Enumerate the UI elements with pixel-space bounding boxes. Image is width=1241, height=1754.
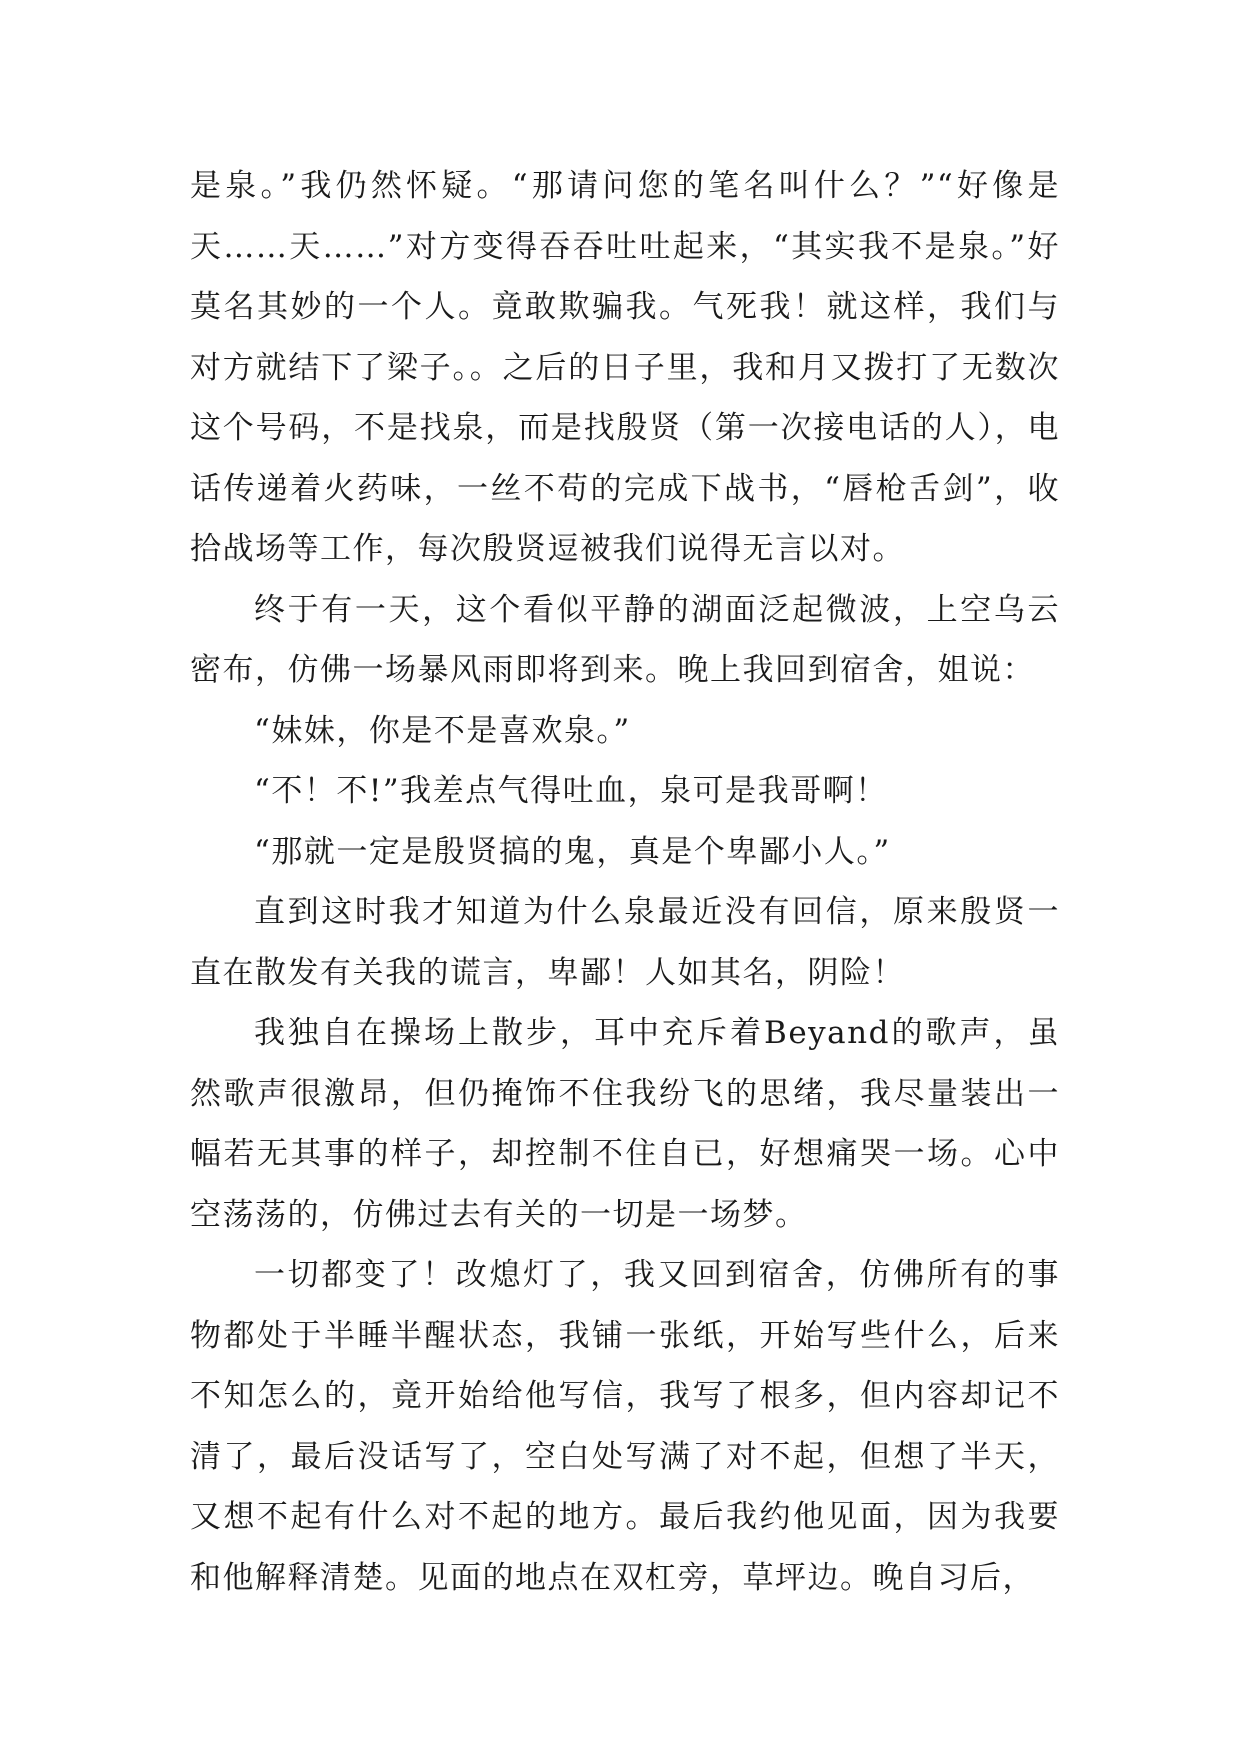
paragraph: 我独自在操场上散步，耳中充斥着Beyand的歌声，虽然歌声很激昂，但仍掩饰不住我纷飞的思绪，我尽量装出一幅若无其事的样子，却控制不住自已，好想痛哭一场。心中空荡荡的，仿佛过去有关的一切是一场梦。 <box>190 1015 1060 1233</box>
paragraph: “不！不!”我差点气得吐血，泉可是我哥啊！ <box>254 773 888 809</box>
body-text <box>190 156 1060 1608</box>
paragraph: 直到这时我才知道为什么泉最近没有回信，原来殷贤一直在散发有关我的谎言，卑鄙！人如其名，阴险！ <box>190 894 1060 991</box>
paragraph: “妹妹，你是不是喜欢泉。” <box>254 712 631 749</box>
paragraph: 是泉。”我仍然怀疑。“那请问您的笔名叫什么？”“好像是天……天……”对方变得吞吞吐吐起来，“其实我不是泉。”好莫名其妙的一个人。竟敢欺骗我。气死我！就这样，我们与对方就结下了梁子。。之后的日子里，我和月又拨打了无数次这个号码，不是找泉，而是找殷贤（第一次接电话的人），电话传递着火药味，一丝不苟的完成下战书，“唇枪舌剑”，收拾战场等工作，每次殷贤逗被我们说得无言以对。 <box>190 168 1060 567</box>
paragraph: “那就一定是殷贤搞的鬼，真是个卑鄙小人。” <box>254 833 891 870</box>
paragraph: 一切都变了！改熄灯了，我又回到宿舍，仿佛所有的事物都处于半睡半醒状态，我铺一张纸，开始写些什么，后来不知怎么的，竟开始给他写信，我写了根多，但内容却记不清了，最后没话写了，空白处写满了对不起，但想了半天，又想不起有什么对不起的地方。最后我约他见面，因为我要和他解释清楚。见面的地点在双杠旁，草坪边。晚自习后， <box>190 1257 1060 1596</box>
paragraph: 终于有一天，这个看似平静的湖面泛起微波，上空乌云密布，仿佛一场暴风雨即将到来。晚上我回到宿舍，姐说： <box>190 591 1060 688</box>
